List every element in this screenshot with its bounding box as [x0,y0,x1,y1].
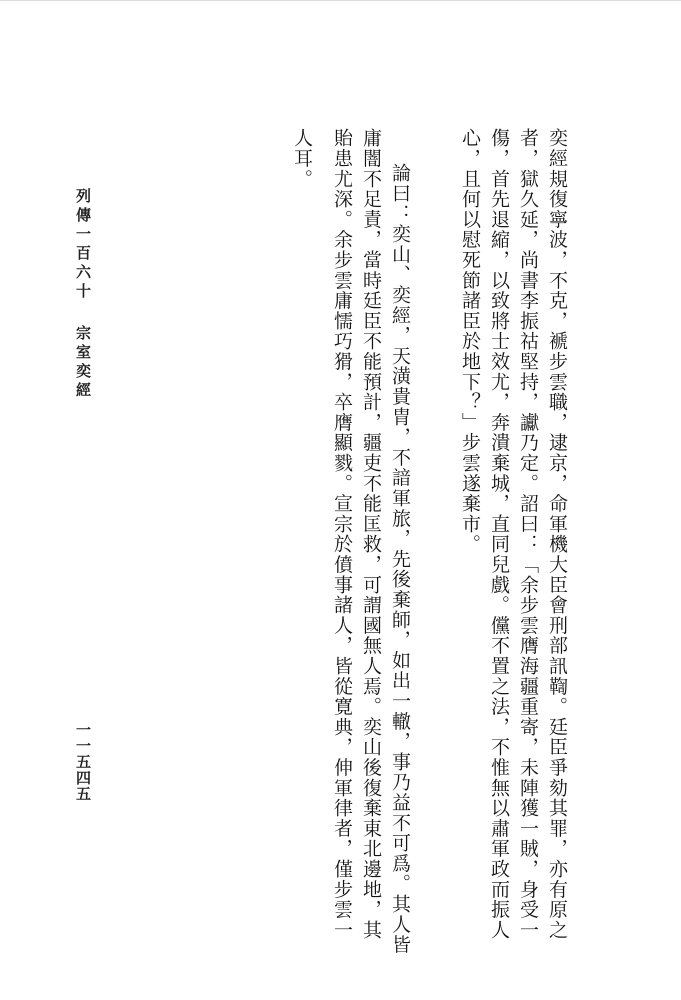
header-section: 列傳一百六十 [74,188,92,302]
text-column-2: 者，獄久延，尚書李振祜堅持，讞乃定。詔曰：「余步雲膺海疆重寄，未陣獲一賊，身受一 [517,128,539,940]
text-column-6: 庸闇不足責，當時廷臣不能預計，疆吏不能匡救，可謂國無人焉。奕山後復棄東北邊地，其 [360,128,382,940]
text-column-4: 心，且何以慰死節諸臣於地下？」步雲遂棄市。 [459,128,481,555]
text-column-7: 貽患尤深。余步雲庸懦巧猾，卒膺顯戮。宣宗於僨事諸人，皆從寛典，伸軍律者，僅步雲一 [331,128,353,940]
text-column-1: 奕經規復寧波，不克，褫步雲職，逮京，命軍機大臣會刑部訊鞫。廷臣爭劾其罪，亦有原之 [546,128,568,940]
header-subject: 宗室奕經 [74,325,92,401]
text-column-3: 傷，首先退縮，以致將士效尤，奔潰棄城，直同兒戲。儻不置之法，不惟無以肅軍政而振人 [488,128,510,940]
text-column-8: 人耳。 [291,128,313,189]
text-column-5: 論曰：奕山、奕經，天潢貴胄，不諳軍旅，先後棄師，如出一轍，事乃益不可爲。其人皆 [389,163,411,955]
scan-edge-line [0,0,681,1]
page-number: 一一五四五 [74,722,92,802]
